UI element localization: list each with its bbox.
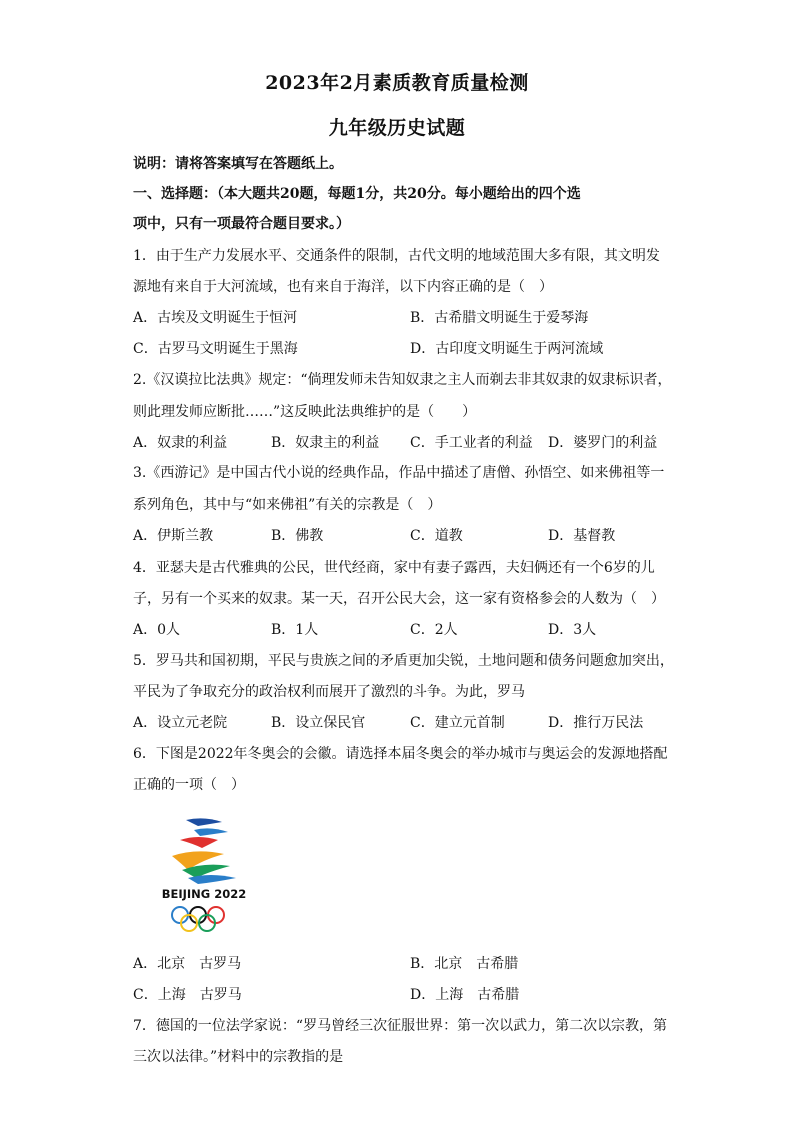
exam-title: 2023年2月素质教育质量检测 xyxy=(265,72,529,94)
question-3-option-d: D．基督教 xyxy=(548,528,616,544)
section-heading-line2: 项中，只有一项最符合题目要求。） xyxy=(133,216,350,232)
question-1-line-2: 源地有来自于大河流域，也有来自于海洋，以下内容正确的是（ ） xyxy=(133,279,553,295)
question-1-line-1: 1．由于生产力发展水平、交通条件的限制，古代文明的地域范围大多有限，其文明发 xyxy=(133,248,660,264)
question-6-option-c: C．上海 古罗马 xyxy=(133,987,242,1003)
question-5-option-d: D．推行万民法 xyxy=(548,715,644,731)
question-4-option-c: C．2人 xyxy=(410,622,458,638)
emblem-text: BEIJING 2022 xyxy=(161,887,247,901)
exam-subtitle: 九年级历史试题 xyxy=(328,117,466,139)
question-2-line-1: 2.《汉谟拉比法典》规定：“倘理发师未告知奴隶之主人而剃去非其奴隶的奴隶标识者， xyxy=(133,372,672,388)
question-1-option-c: C．古罗马文明诞生于黑海 xyxy=(133,341,298,357)
question-3-line-1: 3.《西游记》是中国古代小说的经典作品，作品中描述了唐僧、孙悟空、如来佛祖等一 xyxy=(133,465,665,481)
question-4-option-a: A．0人 xyxy=(133,622,181,638)
question-2-option-c: C．手工业者的利益 xyxy=(410,435,533,451)
question-4-line-2: 子，另有一个买来的奴隶。某一天，召开公民大会，这一家有资格参会的人数为（ ） xyxy=(133,591,665,607)
question-4-option-d: D．3人 xyxy=(548,622,597,638)
question-2-option-a: A．奴隶的利益 xyxy=(133,435,228,451)
question-3-option-c: C．道教 xyxy=(410,528,463,544)
question-2-option-d: D．婆罗门的利益 xyxy=(548,435,658,451)
question-3-option-a: A．伊斯兰教 xyxy=(133,528,214,544)
question-6-line-2: 正确的一项（ ） xyxy=(133,777,245,793)
question-7-line-2: 三次以法律。”材料中的宗教指的是 xyxy=(133,1049,344,1065)
question-2-line-2: 则此理发师应断批……”这反映此法典维护的是（ ） xyxy=(133,404,477,420)
question-5-option-a: A．设立元老院 xyxy=(133,715,228,731)
question-5-option-b: B．设立保民官 xyxy=(271,715,366,731)
question-6-option-d: D．上海 古希腊 xyxy=(410,987,520,1003)
question-5-line-2: 平民为了争取充分的政治权利而展开了激烈的斗争。为此，罗马 xyxy=(133,684,525,700)
question-5-line-1: 5．罗马共和国初期，平民与贵族之间的矛盾更加尖锐，土地问题和债务问题愈加突出， xyxy=(133,653,674,669)
question-3-line-2: 系列角色，其中与“如来佛祖”有关的宗教是（ ） xyxy=(133,497,442,513)
beijing-2022-emblem-image xyxy=(158,812,250,936)
question-1-option-b: B．古希腊文明诞生于爱琴海 xyxy=(410,310,589,326)
section-heading-line1: 一、选择题：（本大题共20题，每题1分，共20分。每小题给出的四个选 xyxy=(133,186,581,202)
question-3-option-b: B．佛教 xyxy=(271,528,324,544)
question-6-line-1: 6．下图是2022年冬奥会的会徽。请选择本届冬奥会的举办城市与奥运会的发源地搭配 xyxy=(133,746,668,762)
question-4-line-1: 4．亚瑟夫是古代雅典的公民，世代经商，家中有妻子露西，夫妇俩还有一个6岁的儿 xyxy=(133,560,655,576)
question-2-option-b: B．奴隶主的利益 xyxy=(271,435,380,451)
question-6-option-a: A．北京 古罗马 xyxy=(133,956,242,972)
question-1-option-d: D．古印度文明诞生于两河流域 xyxy=(410,341,604,357)
question-5-option-c: C．建立元首制 xyxy=(410,715,505,731)
question-4-option-b: B．1人 xyxy=(271,622,319,638)
question-7-line-1: 7．德国的一位法学家说：“罗马曾经三次征服世界：第一次以武力，第二次以宗教，第 xyxy=(133,1018,668,1034)
instruction: 说明：请将答案填写在答题纸上。 xyxy=(133,156,343,172)
question-6-option-b: B．北京 古希腊 xyxy=(410,956,519,972)
question-1-option-a: A．古埃及文明诞生于恒河 xyxy=(133,310,298,326)
